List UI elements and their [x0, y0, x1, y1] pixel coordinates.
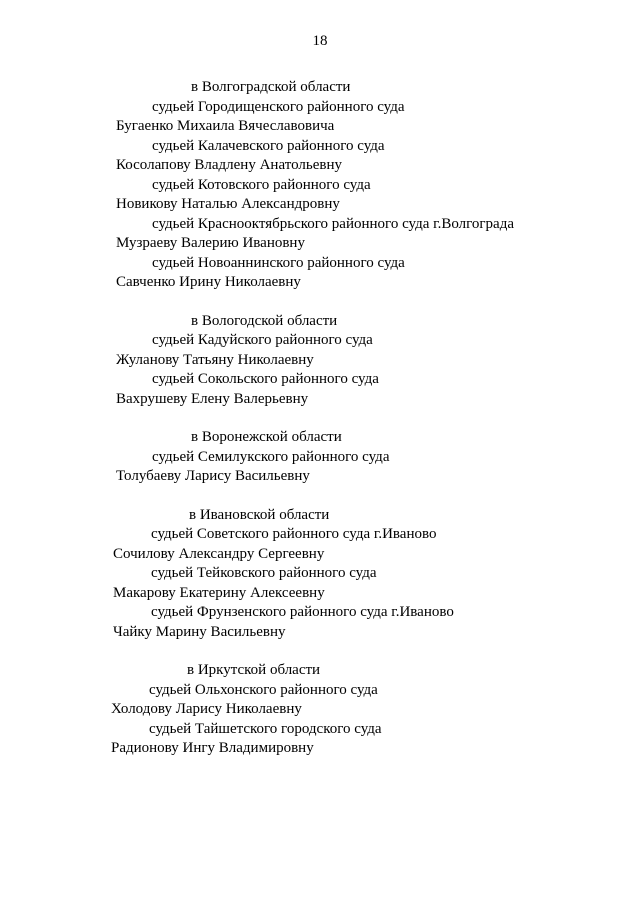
- court-line: судьей Фрунзенского районного суда г.Иваново: [151, 604, 454, 620]
- document-body: [0, 78, 640, 759]
- court-line: судьей Городищенского районного суда: [152, 98, 405, 115]
- person-name: Косолапову Владлену Анатольевну: [116, 157, 342, 173]
- court-line: судьей Тейковского районного суда: [151, 565, 377, 581]
- court-line: судьей Новоаннинского районного суда: [152, 254, 405, 271]
- court-line: судьей Тайшетского городского суда: [149, 720, 382, 737]
- court-line: судьей Советского районного суда г.Иваново: [151, 526, 437, 542]
- section-irkutsk: [0, 661, 640, 759]
- region-heading: в Иркутской области: [187, 662, 321, 678]
- section-voronezh: [0, 428, 640, 487]
- section-ivanovo: [0, 506, 640, 643]
- court-line: судьей Кадуйского районного суда: [152, 332, 373, 348]
- person-name: Радионову Ингу Владимировну: [111, 740, 314, 756]
- person-name: Толубаеву Ларису Васильевну: [116, 468, 310, 484]
- court-line: судьей Краснооктябрьского районного суда г.Волгограда: [152, 215, 515, 232]
- court-line: судьей Ольхонского районного суда: [149, 681, 378, 698]
- region-heading: в Волгоградской области: [191, 79, 351, 95]
- person-name: Вахрушеву Елену Валерьевну: [116, 390, 309, 407]
- person-name: Сочилову Александру Сергеевну: [113, 545, 325, 562]
- region-heading: в Ивановской области: [189, 506, 330, 523]
- person-name: Жуланову Татьяну Николаевну: [116, 351, 314, 368]
- section-vologda: [0, 312, 640, 410]
- person-name: Савченко Ирину Николаевну: [116, 274, 301, 290]
- region-heading: в Вологодской области: [191, 312, 338, 329]
- court-line: судьей Котовского районного суда: [152, 176, 371, 193]
- region-heading: в Воронежской области: [191, 429, 342, 445]
- person-name: Чайку Марину Васильевну: [113, 623, 286, 640]
- person-name: Музраеву Валерию Ивановну: [116, 235, 305, 251]
- page-number: 18: [312, 33, 328, 49]
- person-name: Макарову Екатерину Алексеевну: [113, 584, 325, 601]
- person-name: Холодову Ларису Николаевну: [111, 701, 302, 717]
- person-name: Бугаенко Михаила Вячеславовича: [116, 118, 335, 134]
- person-name: Новикову Наталью Александровну: [116, 196, 340, 212]
- court-line: судьей Калачевского районного суда: [152, 137, 385, 154]
- court-line: судьей Сокольского районного суда: [152, 371, 379, 387]
- court-line: судьей Семилукского районного суда: [152, 448, 390, 465]
- section-volgograd: [0, 78, 640, 293]
